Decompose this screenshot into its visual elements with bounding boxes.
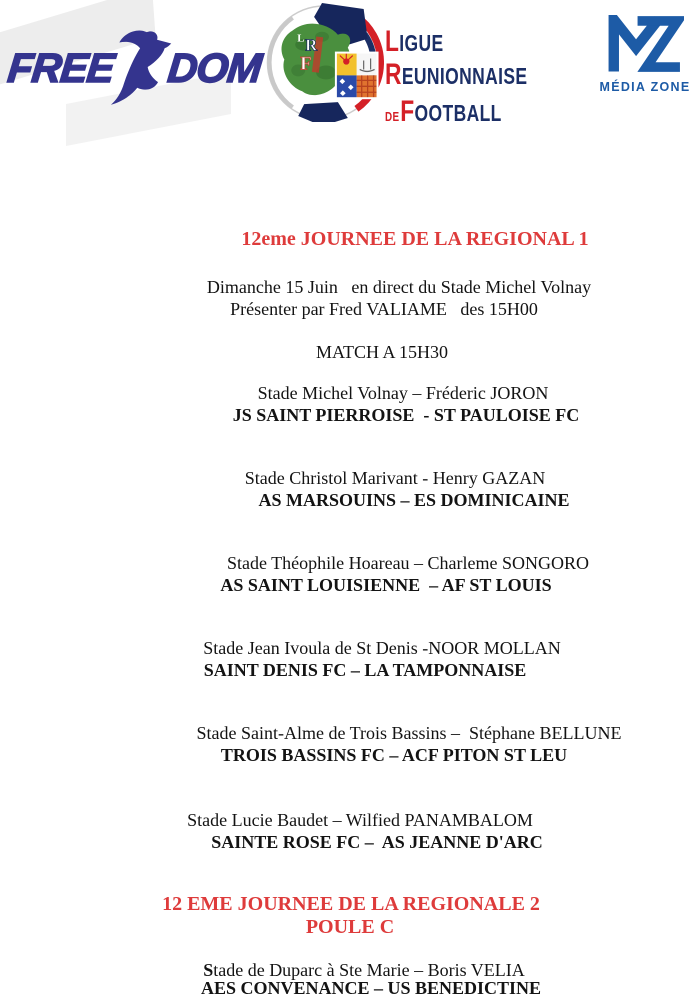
- mediazone-label: MÉDIA ZONE: [599, 80, 691, 94]
- match-venue-rest: tade de Duparc à Ste Marie – Boris VELIA: [213, 960, 525, 980]
- lrf-logo-wordmark: [385, 27, 572, 130]
- match-teams: AES CONVENANCE – US BENEDICTINE: [200, 978, 542, 998]
- match-venue: Stade Théophile Hoareau – Charleme SONGORO: [226, 553, 590, 573]
- match-teams: AS MARSOUINS – ES DOMINICAINE: [258, 490, 570, 510]
- match-teams: SAINT DENIS FC – LA TAMPONNAISE: [203, 660, 527, 680]
- match-teams: JS SAINT PIERROISE - ST PAULOISE FC: [232, 405, 580, 425]
- freedom-logo-text-dom: DOM: [165, 44, 264, 91]
- coat-of-arms: [336, 53, 378, 99]
- r1-title: 12eme JOURNEE DE LA REGIONAL 1: [241, 228, 589, 250]
- lrf-word-reunionnaise-initial: R: [385, 58, 402, 91]
- lrf-word-ligue-initial: L: [385, 25, 400, 58]
- dove-icon: [109, 28, 175, 108]
- match-venue: Stade Lucie Baudet – Wilfied PANAMBALOM: [187, 810, 533, 830]
- r2-title: 12 EME JOURNEE DE LA REGIONALE 2: [162, 893, 540, 915]
- r2-poule: POULE C: [305, 916, 395, 938]
- header-logos: [0, 0, 698, 135]
- match-venue-initial: S: [203, 960, 214, 980]
- lrf-word-reunionnaise: EUNIONNAISE: [401, 63, 528, 89]
- lrf-logo: [256, 0, 526, 132]
- match-venue: Stade Jean Ivoula de St Denis -NOOR MOLLAN: [203, 638, 561, 658]
- mz-monogram-icon: [606, 15, 684, 73]
- lrf-ball-letter-r: R: [305, 35, 318, 55]
- lrf-word-de: DE: [385, 109, 400, 124]
- broadcast-line-2: Présenter par Fred VALIAME des 15H00: [230, 299, 538, 319]
- mediazone-logo: [596, 15, 694, 94]
- lrf-word-football-initial: F: [400, 95, 415, 128]
- lrf-word-football: OOTBALL: [414, 100, 502, 126]
- lrf-word-ligue: IGUE: [399, 30, 444, 56]
- match-venue: Stade Christol Marivant - Henry GAZAN: [244, 468, 546, 488]
- match-teams: TROIS BASSINS FC – ACF PITON ST LEU: [220, 745, 568, 765]
- freedom-logo: [5, 26, 264, 110]
- freedom-logo-text-free: FREE: [5, 44, 116, 91]
- lrf-ball-letter-l: L: [297, 32, 305, 45]
- broadcast-line-1: Dimanche 15 Juin en direct du Stade Michel Volnay: [206, 277, 592, 297]
- kickoff-time: MATCH A 15H30: [315, 342, 449, 362]
- match-teams: AS SAINT LOUISIENNE – AF ST LOUIS: [220, 575, 552, 595]
- lrf-ball-icon: [264, 3, 384, 122]
- match-venue: Stade Saint-Alme de Trois Bassins – Stéphane BELLUNE: [196, 723, 622, 743]
- match-venue: Stade Michel Volnay – Fréderic JORON: [257, 383, 549, 403]
- lrf-ball-letter-f: F: [300, 53, 312, 75]
- match-teams: SAINTE ROSE FC – AS JEANNE D'ARC: [211, 832, 543, 852]
